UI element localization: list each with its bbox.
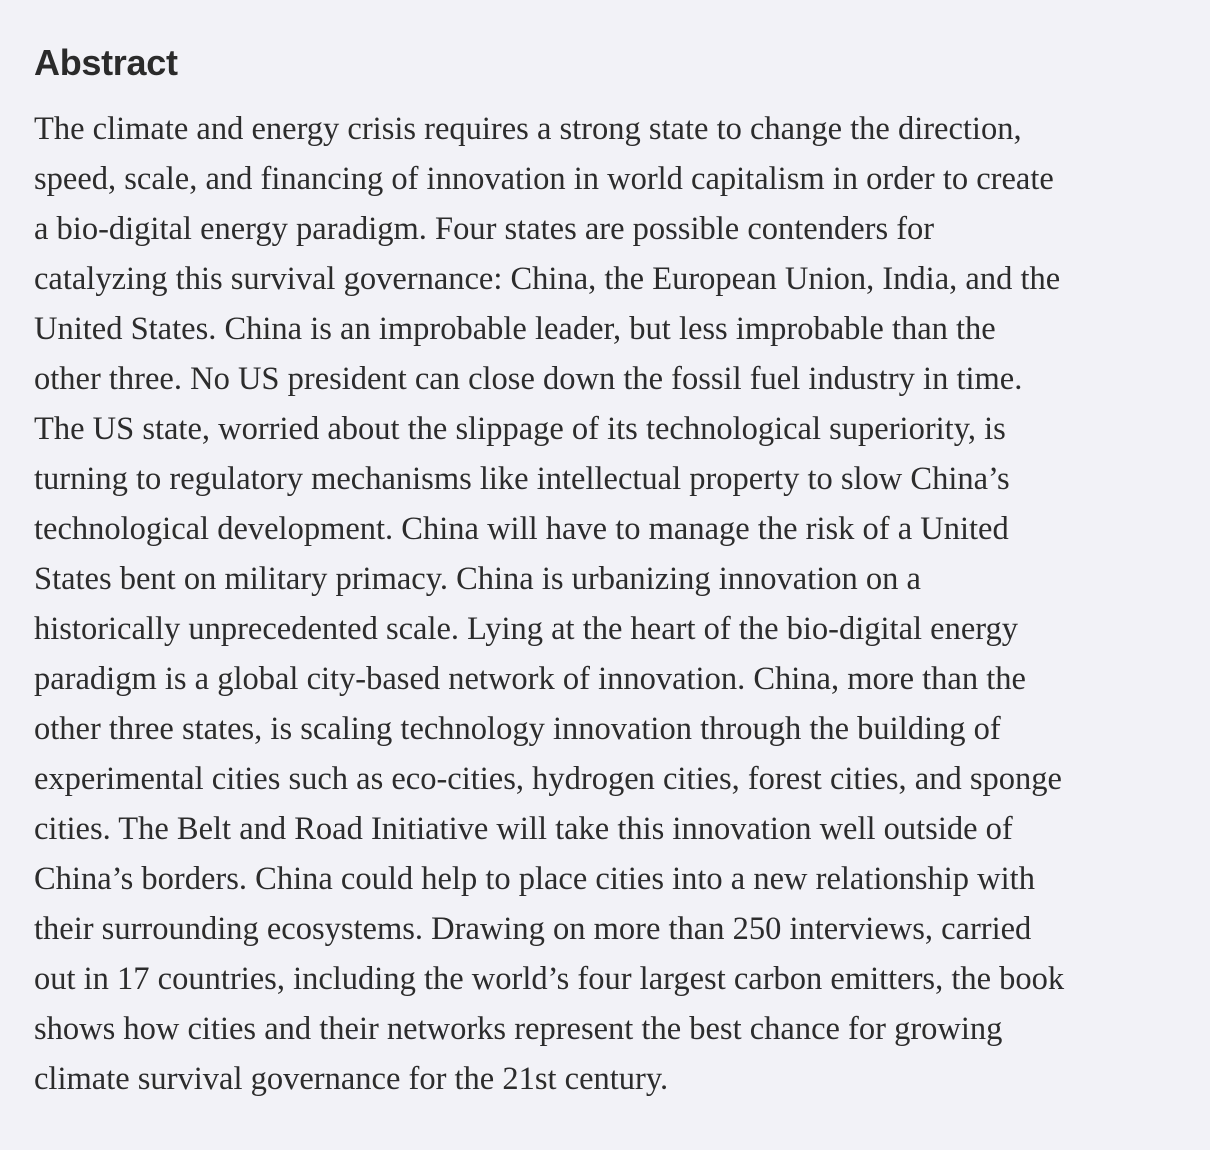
abstract-line: their surrounding ecosystems. Drawing on more than 250 interviews, carried [34,911,1032,947]
abstract-line: turning to regulatory mechanisms like intellectual property to slow China’s [34,461,1010,497]
abstract-line: China’s borders. China could help to place cities into a new relationship with [34,861,1035,897]
abstract-line: a bio-digital energy paradigm. Four states are possible contenders for [34,211,935,247]
abstract-line: climate survival governance for the 21st century. [34,1061,669,1097]
abstract-heading: Abstract [34,42,178,83]
abstract-line: cities. The Belt and Road Initiative will take this innovation well outside of [34,811,1013,847]
abstract-line: technological development. China will have to manage the risk of a United [34,511,1009,547]
abstract-line: speed, scale, and financing of innovation in world capitalism in order to create [34,161,1054,197]
abstract-line: paradigm is a global city-based network of innovation. China, more than the [34,661,1026,697]
abstract-line: other three states, is scaling technology innovation through the building of [34,711,1001,747]
abstract-line: historically unprecedented scale. Lying at the heart of the bio-digital energy [34,611,1018,647]
abstract-line: The climate and energy crisis requires a strong state to change the direction, [34,111,1022,147]
abstract-line: United States. China is an improbable leader, but less improbable than the [34,311,996,347]
abstract-line: other three. No US president can close down the fossil fuel industry in time. [34,361,1023,397]
abstract-line: shows how cities and their networks represent the best chance for growing [34,1011,1003,1047]
abstract-body [34,104,1184,1104]
abstract-line: out in 17 countries, including the world’s four largest carbon emitters, the book [34,961,1065,997]
abstract-line: catalyzing this survival governance: China, the European Union, India, and the [34,261,1061,297]
abstract-section [34,40,1184,1104]
abstract-line: States bent on military primacy. China is urbanizing innovation on a [34,561,921,597]
abstract-line: experimental cities such as eco-cities, hydrogen cities, forest cities, and sponge [34,761,1062,797]
abstract-line: The US state, worried about the slippage of its technological superiority, is [34,411,1006,447]
